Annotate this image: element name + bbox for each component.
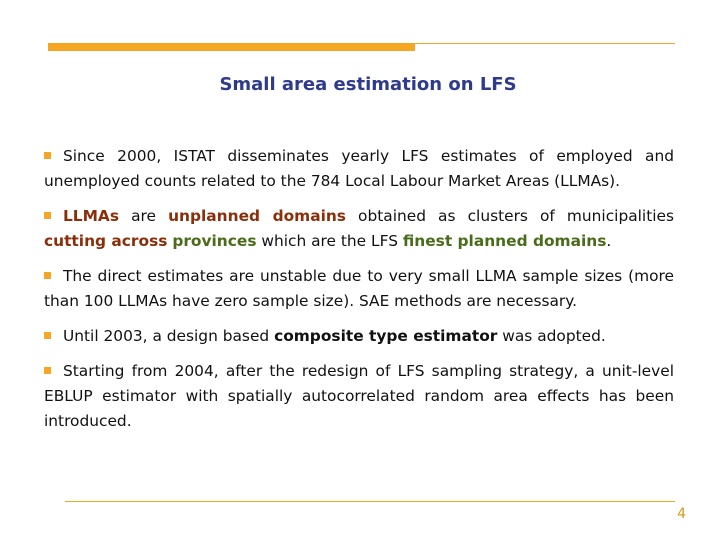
footer-line: [65, 501, 675, 502]
bullet-paragraph-2: [44, 204, 674, 254]
slide-title: Small area estimation on LFS: [219, 74, 517, 95]
square-bullet-icon: [44, 272, 51, 279]
header-accent-bar: [48, 43, 415, 51]
square-bullet-icon: [44, 367, 51, 374]
bullet-text: Starting from 2004, after the redesign of LFS sampling strategy, a unit-level EBLUP estimator with spatially autocorrelated random area effects has been introduced.: [44, 362, 674, 430]
bullet-text: Since 2000, ISTAT disseminates yearly LFS estimates of employed and unemployed counts related to the 784 Local Labour Market Areas (LLMAs).: [44, 147, 674, 190]
bullet-paragraph-1: [44, 144, 674, 194]
page-number: 4: [677, 506, 686, 522]
slide-body: [44, 144, 674, 444]
square-bullet-icon: [44, 152, 51, 159]
highlight-term: unplanned domains: [168, 207, 346, 225]
header-accent-line: [415, 43, 675, 44]
highlight-term: composite type estimator: [274, 327, 498, 345]
highlight-term: cutting across: [44, 232, 168, 250]
bullet-paragraph-4: [44, 324, 674, 349]
bullet-text: was adopted.: [497, 327, 606, 345]
bullet-text: which are the LFS: [256, 232, 403, 250]
bullet-paragraph-3: [44, 264, 674, 314]
bullet-text: obtained as clusters of municipalities: [345, 207, 674, 225]
bullet-text: .: [606, 232, 612, 250]
square-bullet-icon: [44, 212, 51, 219]
square-bullet-icon: [44, 332, 51, 339]
highlight-term: finest planned domains: [402, 232, 607, 250]
highlight-term: LLMAs: [63, 207, 120, 225]
highlight-term: provinces: [172, 232, 257, 250]
bullet-text: The direct estimates are unstable due to very small LLMA sample sizes (more than 100 LLMAs have zero sample size). SAE methods are necessary.: [44, 267, 674, 310]
bullet-text: are: [119, 207, 169, 225]
bullet-paragraph-5: [44, 359, 674, 434]
bullet-text: Until 2003, a design based: [63, 327, 275, 345]
